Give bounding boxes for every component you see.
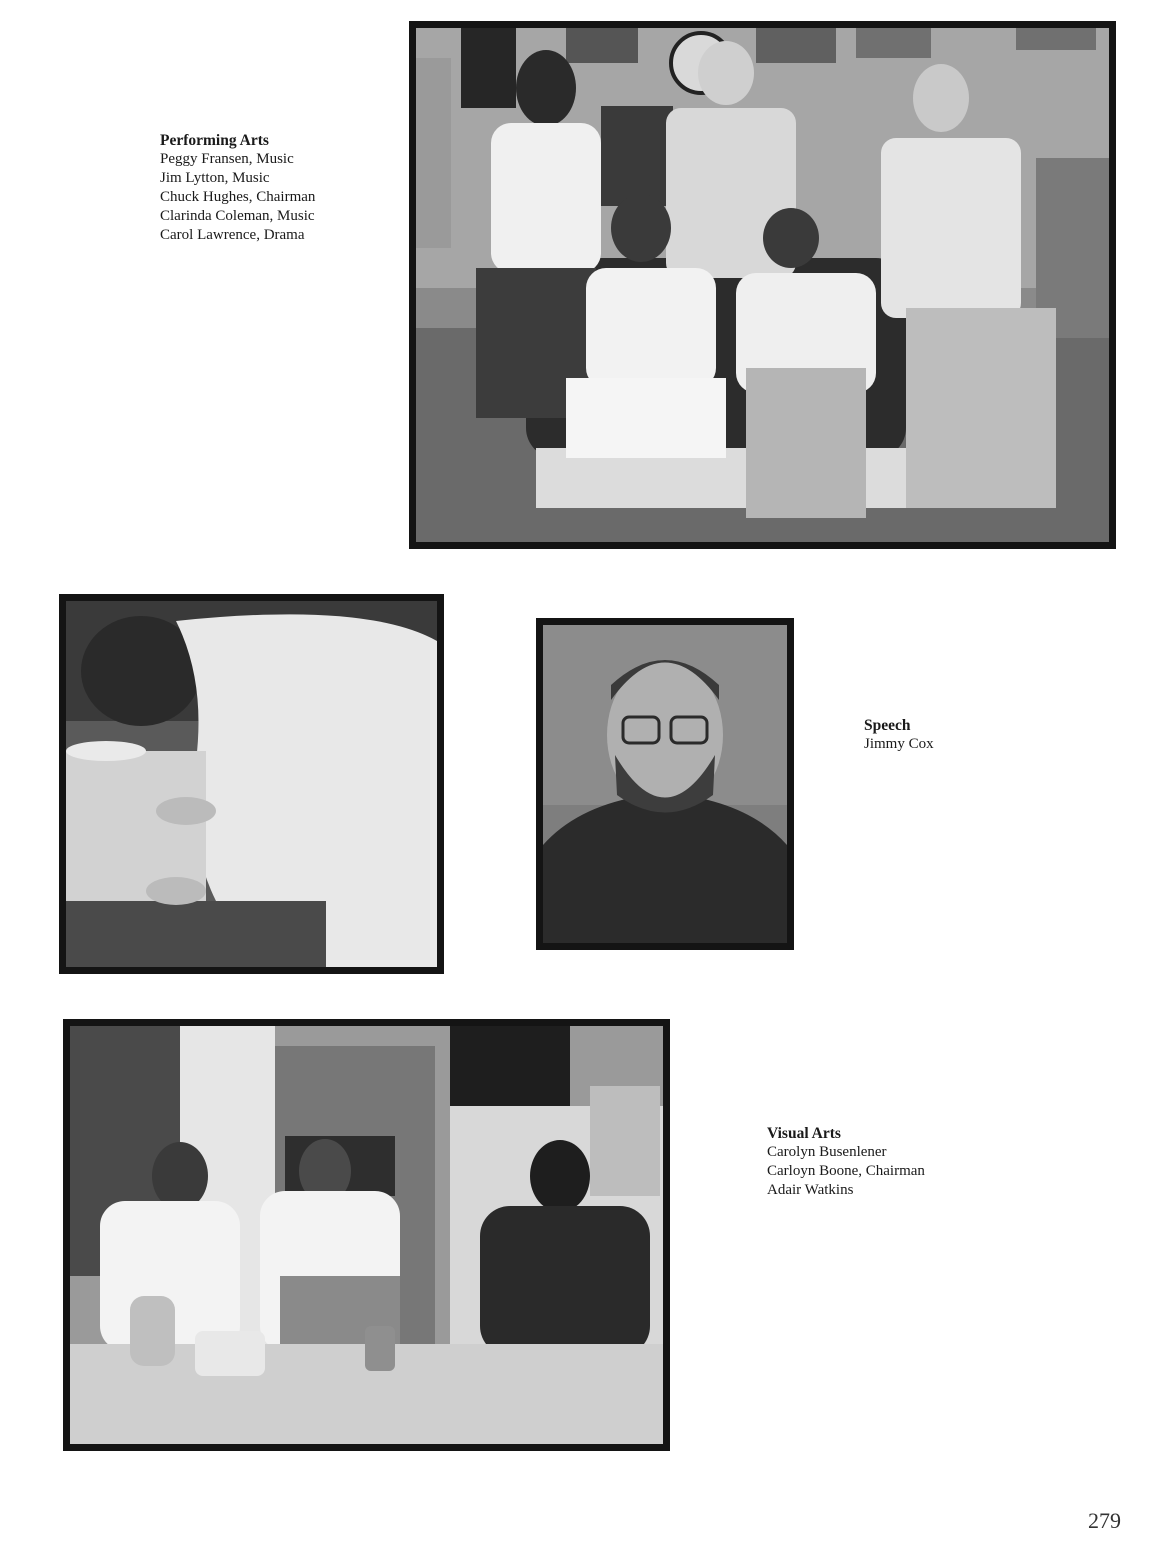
visual-arts-name: Adair Watkins	[767, 1182, 854, 1198]
performing-arts-name: Clarinda Coleman, Music	[160, 208, 315, 224]
performing-arts-group-photo	[409, 21, 1116, 549]
pottery-photo-image	[66, 601, 437, 967]
speech-portrait-image	[543, 625, 787, 943]
speech-caption	[864, 716, 934, 754]
speech-heading: Speech	[864, 717, 911, 734]
performing-arts-name: Chuck Hughes, Chairman	[160, 189, 316, 205]
page-number: 279	[1088, 1508, 1121, 1533]
visual-arts-heading: Visual Arts	[767, 1125, 841, 1142]
speech-portrait-photo	[536, 618, 794, 950]
pottery-photo	[59, 594, 444, 974]
performing-arts-name: Carol Lawrence, Drama	[160, 227, 305, 243]
performing-arts-name: Jim Lytton, Music	[160, 170, 270, 186]
visual-arts-name: Carolyn Busenlener	[767, 1144, 887, 1160]
visual-arts-group-photo	[63, 1019, 670, 1451]
performing-arts-photo-image	[416, 28, 1109, 542]
performing-arts-heading: Performing Arts	[160, 132, 269, 149]
performing-arts-name: Peggy Fransen, Music	[160, 151, 294, 167]
visual-arts-caption	[767, 1124, 925, 1200]
visual-arts-name: Carloyn Boone, Chairman	[767, 1163, 925, 1179]
speech-name: Jimmy Cox	[864, 736, 934, 752]
visual-arts-photo-image	[70, 1026, 663, 1444]
performing-arts-caption	[160, 131, 315, 245]
